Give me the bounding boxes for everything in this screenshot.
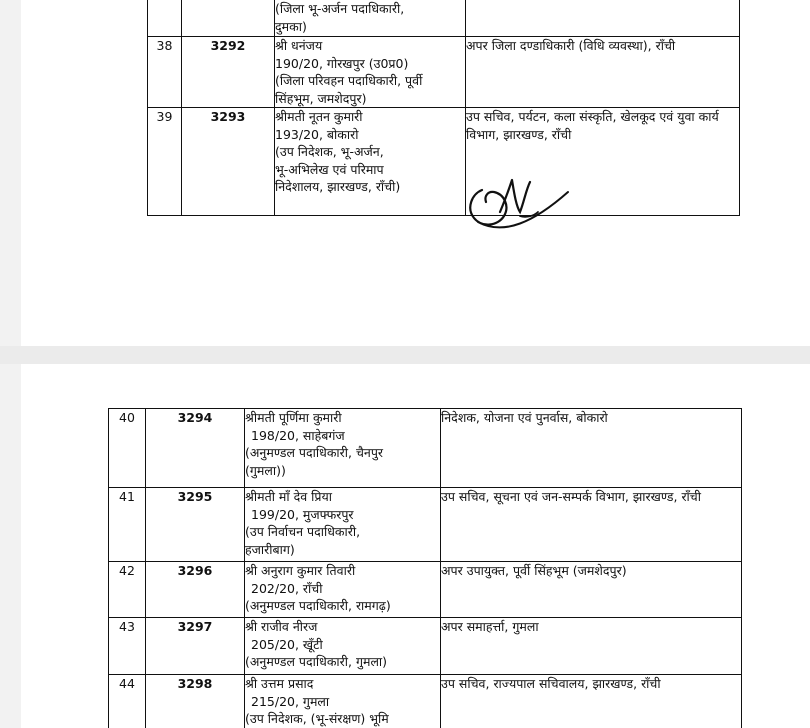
name-line: 198/20, साहेबगंज	[251, 427, 345, 443]
serial-cell: 41	[109, 488, 146, 562]
serial-cell: 42	[109, 562, 146, 618]
name-line: (उप निर्वाचन पदाधिकारी,	[245, 524, 361, 539]
table-row	[109, 675, 742, 728]
posting-cell: निदेशक, योजना एवं पुनर्वास, बोकारो	[441, 409, 742, 488]
id-cell: 3298	[146, 675, 245, 728]
name-line: श्रीमती पूर्णिमा कुमारी	[245, 410, 342, 425]
table-row	[148, 0, 740, 37]
name-line: श्री अनुराग कुमार तिवारी	[245, 563, 356, 578]
serial-cell: 43	[109, 618, 146, 675]
name-line: (जिला भू-अर्जन पदाधिकारी,	[275, 1, 405, 16]
posting-table-page-1	[147, 0, 740, 216]
posting-cell: अपर जिला दण्डाधिकारी (विधि व्यवस्था), राँची	[466, 37, 740, 108]
id-cell: 3295	[146, 488, 245, 562]
name-cell	[245, 488, 441, 562]
posting-cell	[466, 0, 740, 37]
name-line: श्रीमती माँ देव प्रिया	[245, 489, 332, 504]
name-cell	[245, 675, 441, 728]
posting-table-page-2	[108, 408, 742, 728]
name-line: 190/20, गोरखपुर (उ0प्र0)	[275, 55, 409, 71]
name-cell	[245, 618, 441, 675]
name-line: (उप निदेशक, भू-अर्जन,	[275, 144, 384, 159]
table-row	[148, 108, 740, 216]
document-page-2	[21, 364, 810, 728]
posting-cell: अपर उपायुक्त, पूर्वी सिंहभूम (जमशेदपुर)	[441, 562, 742, 618]
table-row	[109, 618, 742, 675]
name-line: (अनुमण्डल पदाधिकारी, चैनपुर	[245, 445, 384, 460]
name-line: 199/20, मुजफ्फरपुर	[251, 506, 354, 522]
name-line: श्रीमती नूतन कुमारी	[275, 109, 363, 124]
table-row	[148, 37, 740, 108]
viewer-left-margin	[0, 0, 21, 728]
table-row	[109, 409, 742, 488]
serial-cell: 38	[148, 37, 182, 108]
name-cell	[275, 37, 466, 108]
id-cell: 3292	[182, 37, 275, 108]
posting-cell: उप सचिव, राज्यपाल सचिवालय, झारखण्ड, राँची	[441, 675, 742, 728]
id-cell: 3297	[146, 618, 245, 675]
name-line: दुमका)	[275, 18, 307, 34]
signature-mark	[464, 172, 574, 242]
name-cell	[275, 108, 466, 216]
name-line: 202/20, राँची	[251, 580, 323, 596]
posting-cell: अपर समाहर्त्ता, गुमला	[441, 618, 742, 675]
serial-cell: 40	[109, 409, 146, 488]
name-line: हजारीबाग)	[245, 541, 295, 557]
posting-cell: उप सचिव, सूचना एवं जन-सम्पर्क विभाग, झारखण्ड, राँची	[441, 488, 742, 562]
id-cell: 3294	[146, 409, 245, 488]
page-separator	[0, 346, 810, 364]
name-line: सिंहभूम, जमशेदपुर)	[275, 90, 367, 106]
document-page-1	[21, 0, 810, 346]
name-line: निदेशालय, झारखण्ड, राँची)	[275, 179, 401, 194]
name-line: 193/20, बोकारो	[275, 126, 359, 142]
id-cell	[182, 0, 275, 37]
name-line: 205/20, खूँटी	[251, 636, 323, 652]
id-cell: 3293	[182, 108, 275, 216]
table-row	[109, 562, 742, 618]
id-cell: 3296	[146, 562, 245, 618]
name-line: (गुमला))	[245, 462, 286, 478]
serial-cell	[148, 0, 182, 37]
name-line: (जिला परिवहन पदाधिकारी, पूर्वी	[275, 73, 423, 88]
name-line: श्री उत्तम प्रसाद	[245, 676, 314, 691]
name-cell	[245, 562, 441, 618]
name-line: श्री धनंजय	[275, 38, 323, 53]
serial-cell: 44	[109, 675, 146, 728]
posting-cell: उप सचिव, पर्यटन, कला संस्कृति, खेलकूद एवं युवा कार्य विभाग, झारखण्ड, राँची	[466, 108, 740, 216]
table-row	[109, 488, 742, 562]
name-line: (अनुमण्डल पदाधिकारी, रामगढ़)	[245, 598, 391, 613]
name-cell	[275, 0, 466, 37]
name-line: 215/20, गुमला	[251, 693, 330, 709]
name-line: (उप निदेशक, (भू-संरक्षण) भूमि	[245, 711, 389, 726]
name-line: श्री राजीव नीरज	[245, 619, 318, 634]
name-line: (अनुमण्डल पदाधिकारी, गुमला)	[245, 654, 388, 669]
serial-cell: 39	[148, 108, 182, 216]
name-line: भू-अभिलेख एवं परिमाप	[275, 161, 384, 177]
name-cell	[245, 409, 441, 488]
